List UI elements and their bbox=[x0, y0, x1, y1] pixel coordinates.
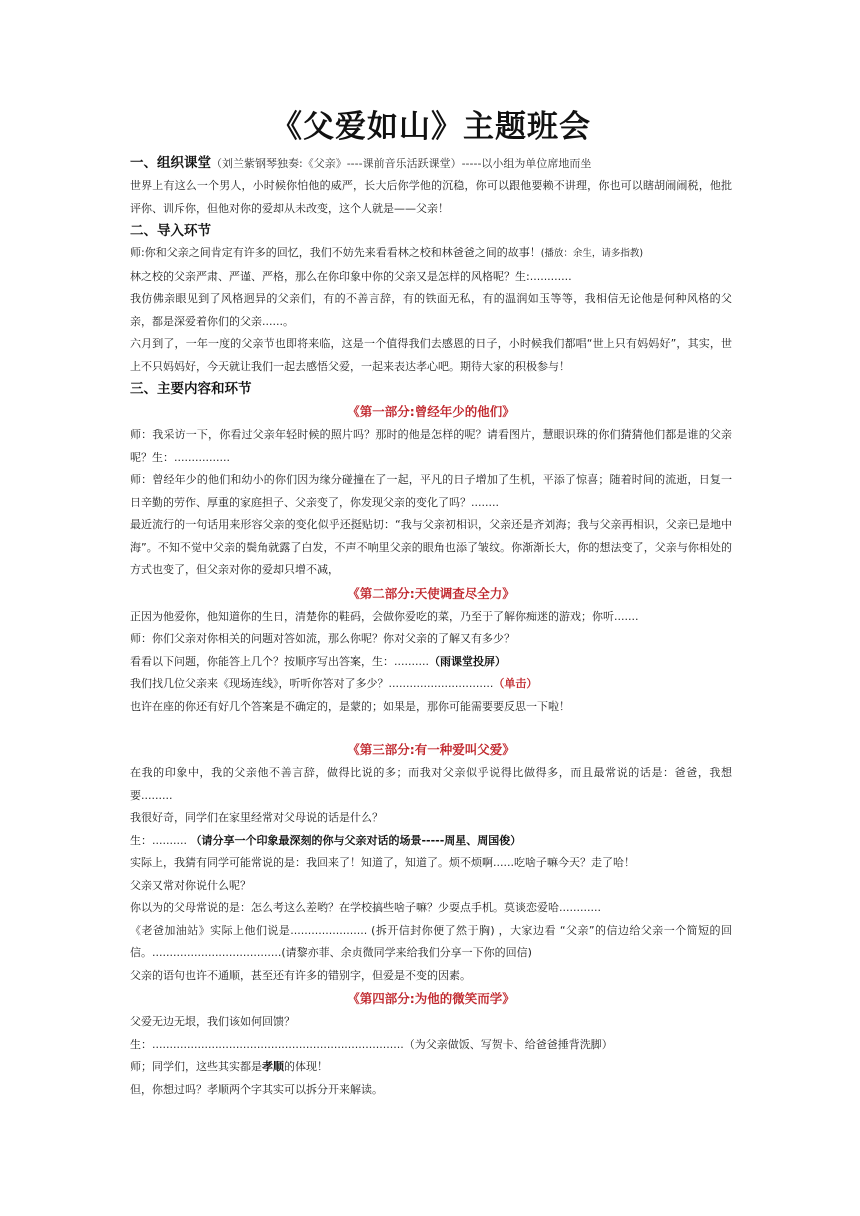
heading-text: 一、组织课堂 bbox=[130, 155, 211, 171]
paragraph bbox=[130, 651, 732, 674]
part3-title: 《第三部分:有一种爱叫父爱》 bbox=[347, 742, 515, 757]
paragraph: 生：........................................................................（为父亲做饭、写贺卡、给爸爸捶背洗脚） bbox=[130, 1037, 613, 1051]
paragraph-note: (播放：余生，请多指教) bbox=[540, 248, 644, 259]
heading-note: （刘兰紫钢琴独奏:《父亲》----课前音乐活跃课堂）-----以小组为单位席地而坐 bbox=[211, 157, 592, 170]
paragraph bbox=[130, 242, 732, 266]
part1-title: 《第一部分:曾经年少的他们》 bbox=[347, 404, 515, 419]
paragraph-emphasis: （雨课堂投屏） bbox=[428, 654, 506, 668]
paragraph-emphasis: 孝顺 bbox=[262, 1060, 284, 1073]
paragraph-text: 师；同学们，这些其实都是 bbox=[130, 1060, 262, 1073]
paragraph: 你以为的父母常说的是：怎么考这么差哟？在学校搞些啥子嘛？少耍点手机。莫谈恋爱哈............ bbox=[130, 901, 601, 914]
page-title: 《父爱如山》主题班会 bbox=[271, 109, 591, 145]
paragraph bbox=[130, 673, 732, 696]
paragraph: 父爱无边无垠，我们该如何回馈？ bbox=[130, 1015, 295, 1028]
paragraph: 师：你们父亲对你相关的问题对答如流，那么你呢？你对父亲的了解又有多少？ bbox=[130, 632, 515, 645]
part4-title: 《第四部分:为他的微笑而学》 bbox=[347, 991, 515, 1006]
paragraph-red-note: （单击） bbox=[493, 677, 538, 690]
paragraph: 我仿佛亲眼见到了风格迥异的父亲们，有的不善言辞，有的铁面无私，有的温润如玉等等，我相信无论他是何种风格的父亲，都是深爱着你们的父亲......。 bbox=[130, 292, 732, 328]
paragraph-text: 的体现！ bbox=[284, 1060, 328, 1073]
paragraph: 实际上，我猜有同学可能常说的是：我回来了！知道了，知道了。烦不烦啊......吃啥子嘛今天？走了哈！ bbox=[130, 856, 635, 869]
section-intro-heading: 二、导入环节 bbox=[130, 223, 211, 239]
paragraph-text: 看看以下问题，你能答上几个？按顺序写出答案，生：.......... bbox=[130, 654, 429, 668]
paragraph-text: 我们找几位父亲来《现场连线》，听听你答对了多少？.............................. bbox=[130, 677, 494, 690]
paragraph: 师：我采访一下，你看过父亲年轻时候的照片吗？那时的他是怎样的呢？请看图片，慧眼识珠的你们猜猜他们都是谁的父亲呢？生：................ bbox=[130, 428, 732, 464]
paragraph bbox=[130, 830, 732, 853]
paragraph: 父亲的语句也许不通顺，甚至还有许多的错别字，但爱是不变的因素。 bbox=[130, 968, 471, 982]
paragraph: 我很好奇，同学们在家里经常对父母说的话是什么？ bbox=[130, 811, 383, 824]
paragraph-text: 生：.......... bbox=[130, 833, 191, 847]
paragraph: 六月到了，一年一度的父亲节也即将来临，这是一个值得我们去感恩的日子，小时候我们都唱“世上只有妈妈好”，其实，世上不只妈妈好，今天就让我们一起去感悟父爱，一起来表达孝心吧。期待大家的积极参与！ bbox=[130, 337, 732, 373]
paragraph: 在我的印象中，我的父亲他不善言辞，做得比说的多；而我对父亲似乎说得比做得多，而且最常说的话是：爸爸，我想要......... bbox=[130, 766, 732, 802]
paragraph bbox=[130, 1056, 732, 1079]
paragraph-emphasis: （请分享一个印象最深刻的你与父亲对话的场景-----周星、周国俊） bbox=[190, 833, 522, 847]
paragraph: 父亲又常对你说什么呢？ bbox=[130, 878, 251, 892]
paragraph-text: 师:你和父亲之间肯定有许多的回忆，我们不妨先来看看林之校和林爸爸之间的故事！ bbox=[130, 246, 541, 259]
section-main-heading: 三、主要内容和环节 bbox=[130, 381, 252, 397]
paragraph: 林之校的父亲严肃、严谨、严格，那么在你印象中你的父亲又是怎样的风格呢？生:............ bbox=[130, 269, 572, 283]
paragraph: 世界上有这么一个男人，小时候你怕他的威严，长大后你学他的沉稳，你可以跟他要赖不讲理，你也可以瞎胡闹闹税，他批评你、训斥你，但他对你的爱却从未改变，这个人就是——父亲！ bbox=[130, 179, 732, 215]
paragraph: 但，你想过吗？孝顺两个字其实可以拆分开来解读。 bbox=[130, 1082, 383, 1096]
spacer bbox=[130, 718, 732, 738]
paragraph: 师：曾经年少的他们和幼小的你们因为缘分碰撞在了一起，平凡的日子增加了生机，平添了惊喜；随着时间的流逝，日复一日辛勤的劳作、厚重的家庭担子、父亲变了，你发现父亲的变化了吗？........ bbox=[130, 473, 732, 509]
document-body bbox=[130, 104, 732, 1101]
paragraph: 最近流行的一句话用来形容父亲的变化似乎还挺贴切：“我与父亲初相识，父亲还是齐刘海；我与父亲再相识，父亲已是地中海”。不知不觉中父亲的鬓角就露了白发，不声不响里父亲的眼角也添了皱纹。你渐渐长大，你的想法变了，父亲与你相处的方式也变了，但父亲对你的爱却只增不减， bbox=[130, 518, 732, 576]
paragraph: 也许在座的你还有好几个答案是不确定的，是蒙的；如果是，那你可能需要要反思一下啦！ bbox=[130, 699, 570, 713]
part2-title: 《第二部分:天使调查尽全力》 bbox=[347, 585, 515, 601]
paragraph: 《老爸加油站》实际上他们说是...................... (拆开信封你便了然于胸) ，大家边看 “父亲”的信边给父亲一个简短的回信。.....................................(请黎亦菲、余贞微同学来给我们分享一下你的回信) bbox=[130, 923, 732, 959]
section-organize-heading bbox=[130, 152, 732, 175]
paragraph: 正因为他爱你，他知道你的生日，清楚你的鞋码，会做你爱吃的菜，乃至于了解你痴迷的游戏；你听....... bbox=[130, 609, 639, 623]
